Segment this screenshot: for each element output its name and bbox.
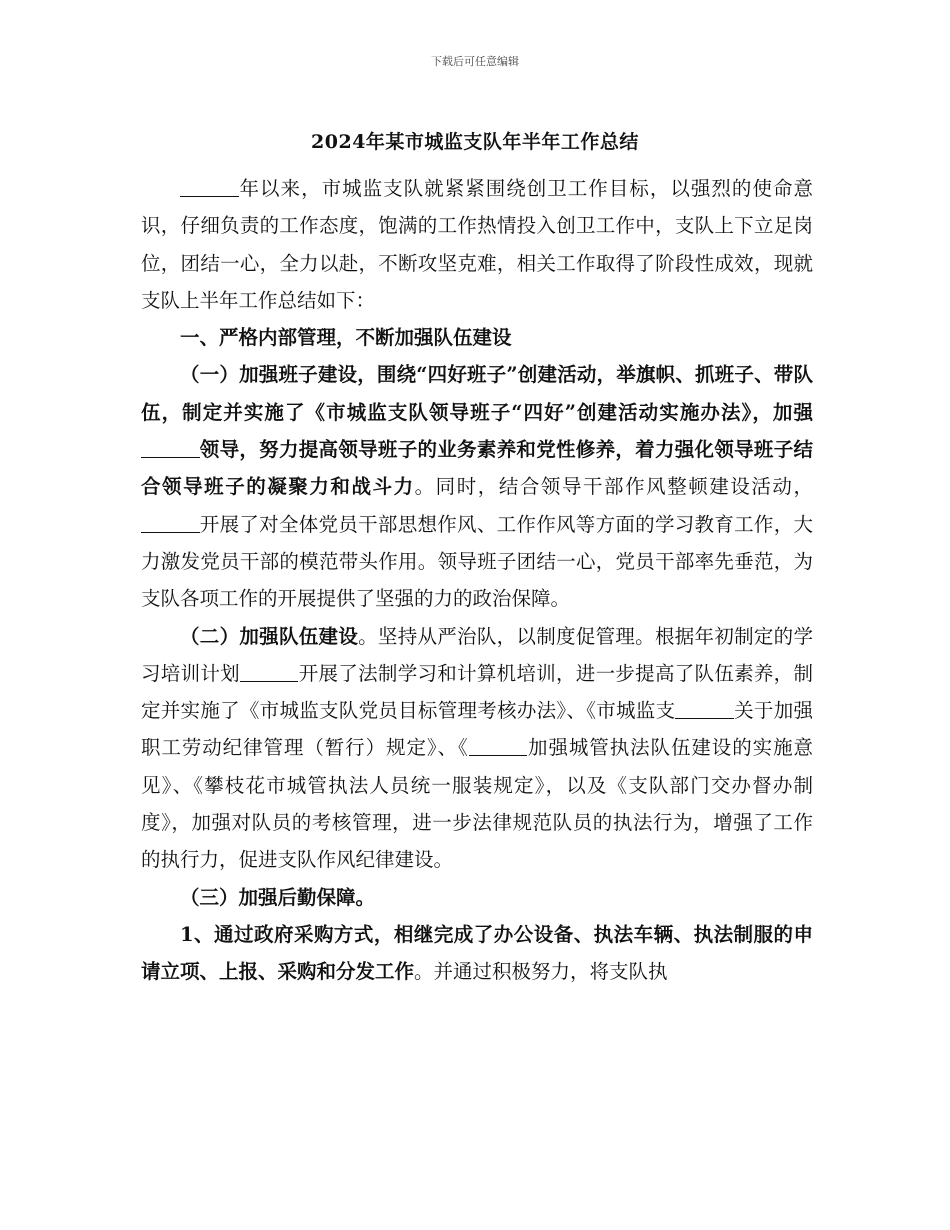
paragraph-text: 。同时，结合领导干部作风整顿建设活动， — [414, 475, 813, 499]
paragraph-text: 开展了法制学习和计算机培训，进一步提高了队伍素养，制定并实施了《市城监支队党员目标管理考核办法》、《市城监支 — [141, 661, 813, 723]
paragraph-text: 。并通过积极努力，将支队执 — [414, 960, 668, 984]
paragraph-text: 。坚持从严治队，以制度促管理。根据年初制定的学习培训计划 — [141, 624, 813, 685]
paragraph-text: 开展了对全体党员干部思想作风、工作作风等方面的学习教育工作，大力激发党员干部的模范带头作用。领导班子团结一心，党员干部率先垂范，为支队各项工作的开展提供了坚强的力的政治保障。 — [141, 512, 813, 611]
paragraph-bold-text: 1、通过政府采购方式，相继完成了办公设备、执法车辆、执法制服的申请立项、上报、采购和分发工作 — [141, 922, 813, 984]
blank-underline — [469, 736, 528, 757]
blank-underline — [240, 661, 299, 682]
paragraph-text: 年以来，市城监支队就紧紧围绕创卫工作目标，以强烈的使命意识，仔细负责的工作态度，饱满的工作热情投入创卫工作中，支队上下立足岗位，团结一心，全力以赴，不断攻坚克难，相关工作取得了阶段性成效，现就支队上半年工作总结如下： — [141, 177, 813, 312]
header-note: 下载后可任意编辑 — [431, 55, 519, 68]
section-heading-3: （三）加强后勤保障。 — [180, 885, 376, 909]
blank-underline — [141, 438, 200, 459]
paragraph-team — [141, 618, 813, 879]
blank-underline — [141, 512, 200, 533]
paragraph-logistics — [141, 916, 813, 991]
paragraph-bold-text: 领导，努力提高领导班子的业务素养和党性修养，着力强化领导班子结合领导班子的凝聚力和战斗力 — [141, 438, 813, 499]
document-body — [141, 170, 813, 991]
paragraph-text: 加强城管执法队伍建设的实施意见》、《攀枝花市城管执法人员统一服装规定》，以及《支队部门交办督办制度》，加强对队员的考核管理，进一步法律规范队员的执法行为，增强了工作的执行力，促进支队作风纪律建设。 — [141, 736, 813, 872]
paragraph-bold-text: （一）加强班子建设，围绕“四好班子”创建活动，举旗帜、抓班子、带队伍，制定并实施了《市城监支队领导班子“四好”创建活动实施办法》，加强 — [141, 363, 813, 424]
section-heading-1: 一、严格内部管理，不断加强队伍建设 — [180, 326, 512, 350]
blank-underline — [180, 176, 239, 197]
blank-underline — [675, 699, 734, 720]
paragraph-leadership — [141, 356, 813, 617]
document-title: 2024年某市城监支队年半年工作总结 — [311, 131, 639, 153]
paragraph-bold-text: （二）加强队伍建设 — [180, 624, 359, 648]
paragraph-text: 关于加强职工劳动纪律管理（暂行）规定》、《 — [141, 699, 813, 760]
paragraph-intro — [141, 170, 813, 319]
